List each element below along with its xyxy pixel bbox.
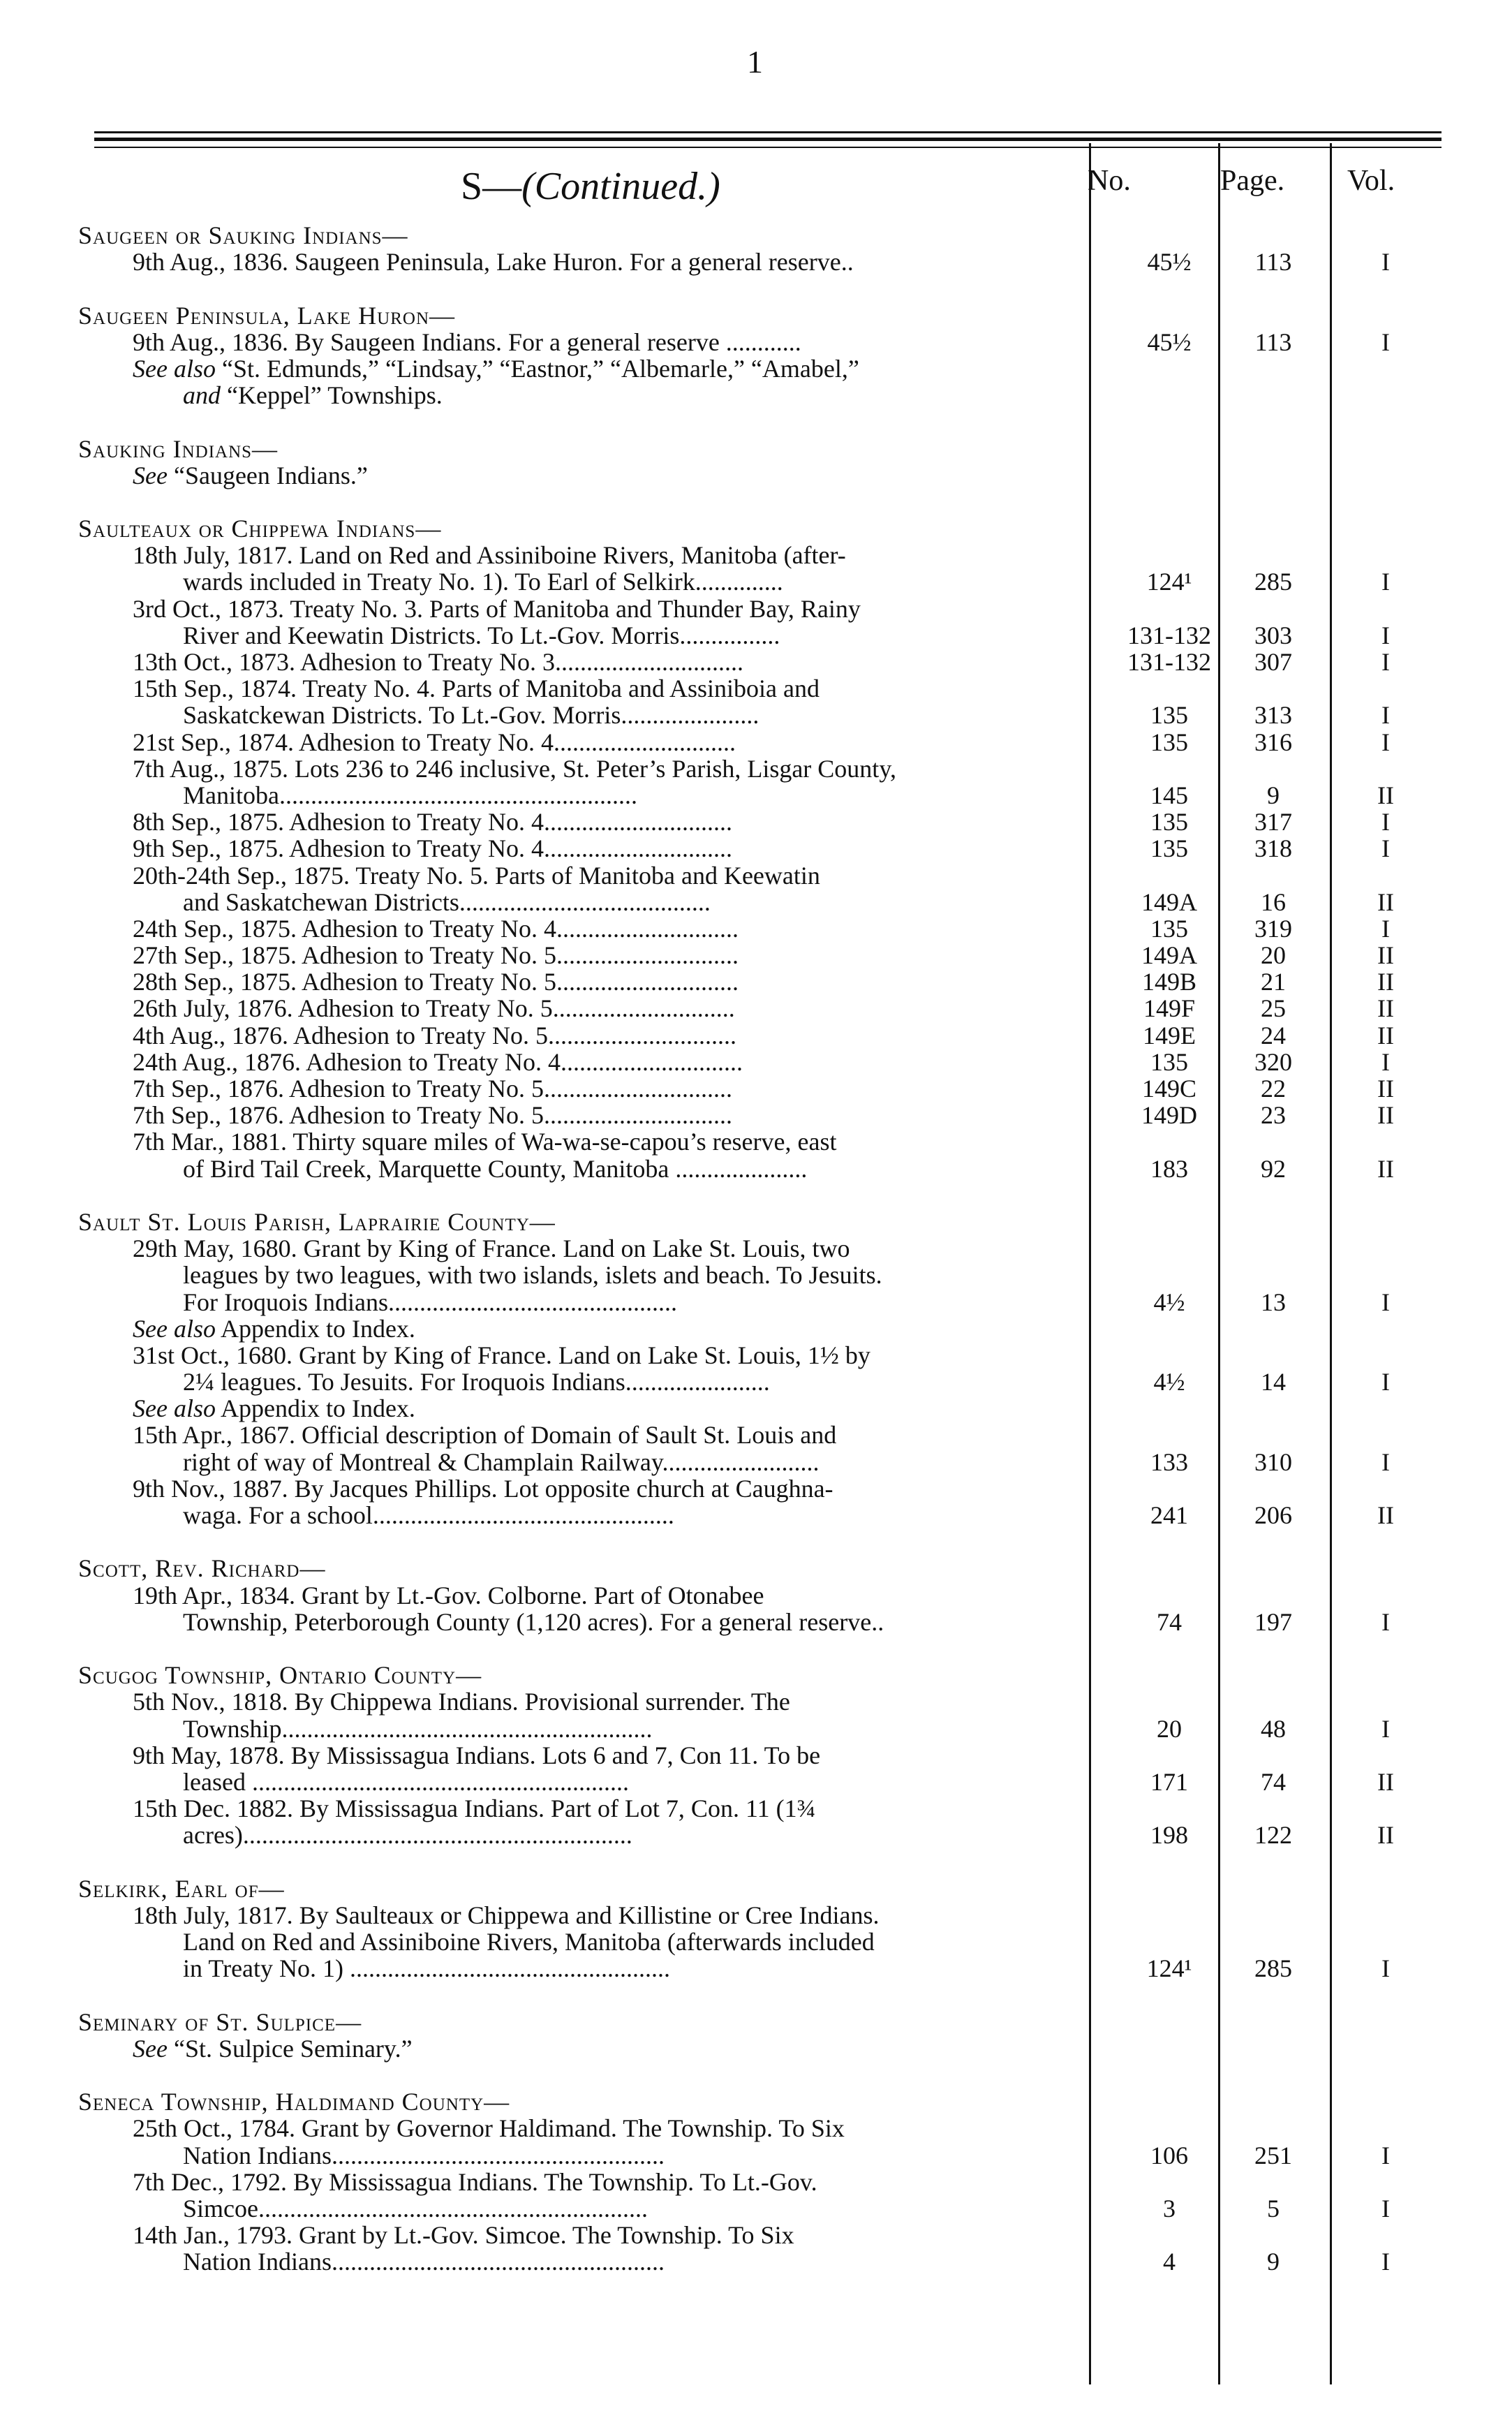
- entry-text: in Treaty No. 1) ...................................................: [183, 1954, 671, 1983]
- entry-text: and Saskatchewan Districts........................................: [183, 887, 711, 916]
- entry-page: 21: [1261, 968, 1286, 996]
- entry-text: 18th July, 1817. By Saulteaux or Chippewa and Killistine or Cree Indians.: [133, 1901, 880, 1929]
- entry-text: 9th Aug., 1836. Saugeen Peninsula, Lake Huron. For a general reserve..: [133, 248, 854, 277]
- entry-text: Township, Peterborough County (1,120 acres). For a general reserve..: [183, 1607, 884, 1636]
- see-target: “St. Sulpice Seminary.”: [167, 2034, 413, 2063]
- top-rule-thin: [94, 131, 1441, 133]
- entry-line: [0, 729, 1512, 755]
- heading-text: Saulteaux or Chippewa Indians—: [78, 515, 442, 543]
- entry-no: 131-132: [1127, 648, 1211, 676]
- entry-continuation: [0, 889, 1512, 915]
- see-target: Appendix to Index.: [215, 1314, 415, 1343]
- entry-page: 9: [1267, 2248, 1280, 2276]
- entry-continuation: [0, 1929, 1512, 1955]
- entry-text: 2¼ leagues. To Jesuits. For Iroquois Indians.......................: [183, 1368, 770, 1396]
- entry-page: 5: [1267, 2194, 1280, 2222]
- entry-text: 15th Apr., 1867. Official description of Domain of Sault St. Louis and: [133, 1421, 837, 1450]
- section-continued: (Continued.): [521, 165, 720, 208]
- entry-vol: II: [1377, 1501, 1394, 1529]
- entry-vol: II: [1377, 1075, 1394, 1103]
- entry-line: [0, 809, 1512, 835]
- entry-text: 26th July, 1876. Adhesion to Treaty No. 5.............................: [133, 994, 735, 1023]
- see-also-line: [0, 1395, 1512, 1422]
- entry-text: Simcoe..............................................................: [183, 2194, 648, 2222]
- see-target: “Saugeen Indians.”: [167, 461, 368, 489]
- entry-text: 24th Aug., 1876. Adhesion to Treaty No. 4.............................: [133, 1047, 743, 1076]
- entry-continuation: [0, 1369, 1512, 1395]
- entry-no: 106: [1150, 2141, 1188, 2169]
- entry-text: For Iroquois Indians..............................................: [183, 1288, 677, 1316]
- entry-continuation: [0, 2195, 1512, 2222]
- entry-page: 319: [1254, 914, 1292, 943]
- entry-spacer: [0, 1528, 1512, 1555]
- entry-line: [0, 542, 1512, 568]
- entry-line: [0, 1582, 1512, 1609]
- entry-page: 13: [1261, 1288, 1286, 1316]
- see-reference: [133, 2035, 413, 2062]
- entry-continuation: [0, 622, 1512, 649]
- see-label: See: [133, 461, 168, 489]
- entry-no: 45½: [1147, 327, 1192, 356]
- entry-line: [0, 329, 1512, 355]
- entry-vol: II: [1377, 1154, 1394, 1183]
- entry-page: 197: [1254, 1607, 1292, 1636]
- entry-line: [0, 1022, 1512, 1049]
- see-reference: [183, 382, 443, 408]
- entry-continuation: [0, 1449, 1512, 1475]
- entry-vol: I: [1381, 914, 1390, 943]
- entry-vol: II: [1377, 1021, 1394, 1049]
- entry-continuation: [0, 1289, 1512, 1315]
- entry-continuation: [0, 1156, 1512, 1182]
- entry-line: [0, 2222, 1512, 2248]
- entry-no: 4: [1163, 2248, 1176, 2276]
- see-target: “Keppel” Townships.: [221, 381, 443, 410]
- heading-text: Sauking Indians—: [78, 434, 279, 463]
- see-also-line: [0, 1315, 1512, 1342]
- entry-line: [0, 1235, 1512, 1262]
- entry-text: Nation Indians.....................................................: [183, 2248, 665, 2276]
- entry-line: [0, 915, 1512, 942]
- entry-continuation: [0, 702, 1512, 728]
- entry-no: 171: [1150, 1767, 1188, 1796]
- see-label: See: [133, 2034, 168, 2063]
- entry-vol: II: [1377, 781, 1394, 809]
- entry-spacer: [0, 489, 1512, 515]
- entry-vol: II: [1377, 968, 1394, 996]
- entry-continuation: [0, 568, 1512, 595]
- entry-line: [0, 1688, 1512, 1715]
- entry-text: 18th July, 1817. Land on Red and Assiniboine Rivers, Manitoba (after-: [133, 541, 846, 570]
- entry-spacer: [0, 1848, 1512, 1875]
- entry-no: 149F: [1143, 994, 1196, 1023]
- entry-line: [0, 1742, 1512, 1769]
- entry-text: 7th Aug., 1875. Lots 236 to 246 inclusive, St. Peter’s Parish, Lisgar County,: [133, 754, 896, 783]
- entry-no: 45½: [1147, 248, 1192, 277]
- entry-page: 25: [1261, 994, 1286, 1023]
- entry-vol: I: [1381, 2248, 1390, 2276]
- entry-page: 113: [1254, 327, 1292, 356]
- entry-vol: I: [1381, 648, 1390, 676]
- entry-page: 22: [1261, 1075, 1286, 1103]
- entry-line: [0, 862, 1512, 889]
- entry-page: 285: [1254, 568, 1292, 596]
- heading-text: Saugeen or Sauking Indians—: [78, 221, 408, 249]
- column-header-no: No.: [1088, 165, 1131, 197]
- entry-no: 198: [1150, 1821, 1188, 1850]
- entry-line: [0, 649, 1512, 675]
- see-label: See also: [133, 354, 216, 383]
- entry-no: 20: [1157, 1714, 1182, 1743]
- entry-no: 183: [1150, 1154, 1188, 1183]
- entry-no: 135: [1150, 834, 1188, 863]
- entry-line: [0, 1049, 1512, 1075]
- entry-heading: [0, 222, 1512, 249]
- see-also-line: [0, 355, 1512, 382]
- entry-page: 303: [1254, 621, 1292, 649]
- entry-text: Saskatckewan Districts. To Lt.-Gov. Morris......................: [183, 701, 759, 730]
- entry-text: 7th Sep., 1876. Adhesion to Treaty No. 5..............................: [133, 1075, 733, 1103]
- entry-page: 20: [1261, 941, 1286, 970]
- entry-text: 24th Sep., 1875. Adhesion to Treaty No. 4.............................: [133, 914, 739, 943]
- entry-text: 15th Dec. 1882. By Mississagua Indians. Part of Lot 7, Con. 11 (1¾: [133, 1794, 816, 1823]
- entry-vol: I: [1381, 701, 1390, 730]
- entry-line: [0, 1475, 1512, 1502]
- heading-text: Scott, Rev. Richard—: [78, 1554, 326, 1583]
- entry-vol: I: [1381, 1368, 1390, 1396]
- entry-heading: [0, 436, 1512, 462]
- entry-line: [0, 1902, 1512, 1929]
- entry-page: 285: [1254, 1954, 1292, 1983]
- section-heading: [461, 164, 720, 209]
- entry-no: 241: [1150, 1501, 1188, 1529]
- entry-no: 124¹: [1146, 1954, 1192, 1983]
- entry-line: [0, 1342, 1512, 1369]
- entry-line: [0, 1795, 1512, 1822]
- entry-no: 149E: [1143, 1021, 1196, 1049]
- entry-text: leagues by two leagues, with two islands, islets and beach. To Jesuits.: [183, 1261, 882, 1290]
- index-entries: [0, 222, 1512, 2275]
- entry-text: Nation Indians.....................................................: [183, 2141, 665, 2169]
- entry-heading: [0, 2009, 1512, 2035]
- entry-no: 149A: [1141, 887, 1197, 916]
- entry-page: 23: [1261, 1101, 1286, 1130]
- entry-text: right of way of Montreal & Champlain Railway.........................: [183, 1447, 820, 1476]
- entry-line: [0, 995, 1512, 1022]
- column-header-vol: Vol.: [1347, 165, 1395, 197]
- entry-text: 3rd Oct., 1873. Treaty No. 3. Parts of Manitoba and Thunder Bay, Rainy: [133, 594, 861, 623]
- entry-text: 28th Sep., 1875. Adhesion to Treaty No. 5.............................: [133, 968, 739, 996]
- entry-line: [0, 675, 1512, 702]
- entry-spacer: [0, 1182, 1512, 1209]
- entry-text: 9th Sep., 1875. Adhesion to Treaty No. 4..............................: [133, 834, 733, 863]
- entry-continuation: [0, 1609, 1512, 1635]
- entry-heading: [0, 302, 1512, 329]
- entry-vol: I: [1381, 327, 1390, 356]
- see-label: See also: [133, 1394, 216, 1423]
- entry-vol: II: [1377, 1821, 1394, 1850]
- entry-spacer: [0, 408, 1512, 435]
- entry-text: of Bird Tail Creek, Marquette County, Manitoba .....................: [183, 1154, 808, 1183]
- entry-vol: I: [1381, 621, 1390, 649]
- entry-page: 317: [1254, 808, 1292, 836]
- entry-text: 4th Aug., 1876. Adhesion to Treaty No. 5..............................: [133, 1021, 737, 1049]
- entry-no: 133: [1150, 1447, 1188, 1476]
- entry-line: [0, 968, 1512, 995]
- entry-page: 122: [1254, 1821, 1292, 1850]
- entry-spacer: [0, 1982, 1512, 2008]
- entry-continuation: [0, 1716, 1512, 1742]
- column-header-page: Page.: [1220, 165, 1285, 197]
- entry-text: 14th Jan., 1793. Grant by Lt.-Gov. Simcoe. The Township. To Six: [133, 2221, 794, 2250]
- entry-continuation: [0, 2142, 1512, 2169]
- entry-page: 92: [1261, 1154, 1286, 1183]
- entry-text: 7th Sep., 1876. Adhesion to Treaty No. 5..............................: [133, 1101, 733, 1130]
- entry-page: 16: [1261, 887, 1286, 916]
- entry-text: 8th Sep., 1875. Adhesion to Treaty No. 4..............................: [133, 808, 733, 836]
- entry-page: 9: [1267, 781, 1280, 809]
- entry-text: 13th Oct., 1873. Adhesion to Treaty No. 3..............................: [133, 648, 744, 676]
- entry-no: 3: [1163, 2194, 1176, 2222]
- see-label: and: [183, 381, 221, 410]
- entry-continuation: [0, 2248, 1512, 2275]
- entry-vol: I: [1381, 248, 1390, 277]
- entry-text: 29th May, 1680. Grant by King of France. Land on Lake St. Louis, two: [133, 1234, 850, 1263]
- entry-line: [0, 249, 1512, 275]
- entry-no: 149A: [1141, 941, 1197, 970]
- entry-vol: I: [1381, 808, 1390, 836]
- see-also-line: [0, 2035, 1512, 2062]
- entry-text: leased ............................................................: [183, 1767, 629, 1796]
- entry-line: [0, 755, 1512, 782]
- heading-text: Scugog Township, Ontario County—: [78, 1661, 482, 1690]
- entry-no: 135: [1150, 1047, 1188, 1076]
- see-label: See also: [133, 1314, 216, 1343]
- page-folio: 1: [747, 44, 763, 80]
- entry-continuation: [0, 1955, 1512, 1982]
- entry-no: 149B: [1141, 968, 1196, 996]
- heading-text: Selkirk, Earl of—: [78, 1874, 285, 1903]
- entry-text: acres)..............................................................: [183, 1821, 632, 1850]
- top-rule-lower: [94, 147, 1441, 148]
- entry-continuation: [0, 782, 1512, 809]
- entry-vol: I: [1381, 1447, 1390, 1476]
- see-reference: [133, 355, 859, 382]
- entry-spacer: [0, 275, 1512, 302]
- entry-page: 320: [1254, 1047, 1292, 1076]
- entry-line: [0, 2169, 1512, 2195]
- entry-vol: II: [1377, 994, 1394, 1023]
- entry-line: [0, 1422, 1512, 1448]
- entry-vol: II: [1377, 887, 1394, 916]
- entry-continuation: [0, 1822, 1512, 1848]
- entry-text: 5th Nov., 1818. By Chippewa Indians. Provisional surrender. The: [133, 1688, 790, 1716]
- entry-text: River and Keewatin Districts. To Lt.-Gov. Morris................: [183, 621, 780, 649]
- entry-line: [0, 1075, 1512, 1102]
- entry-text: Manitoba.........................................................: [183, 781, 637, 809]
- see-also-line: [0, 462, 1512, 489]
- entry-vol: I: [1381, 1607, 1390, 1636]
- section-letter: S—: [461, 165, 522, 208]
- entry-no: 135: [1150, 701, 1188, 730]
- entry-text: 7th Mar., 1881. Thirty square miles of Wa-wa-se-capou’s reserve, east: [133, 1128, 837, 1156]
- entry-spacer: [0, 1635, 1512, 1662]
- entry-vol: II: [1377, 941, 1394, 970]
- entry-no: 135: [1150, 728, 1188, 756]
- entry-text: 27th Sep., 1875. Adhesion to Treaty No. 5.............................: [133, 941, 739, 970]
- entry-vol: I: [1381, 1954, 1390, 1983]
- entry-vol: I: [1381, 1714, 1390, 1743]
- entry-continuation: [0, 1262, 1512, 1288]
- see-also-line: [0, 382, 1512, 408]
- entry-continuation: [0, 1769, 1512, 1795]
- see-reference: [133, 1395, 415, 1422]
- entry-no: 74: [1157, 1607, 1182, 1636]
- entry-text: 9th May, 1878. By Mississagua Indians. Lots 6 and 7, Con 11. To be: [133, 1741, 821, 1769]
- entry-heading: [0, 1555, 1512, 1581]
- entry-line: [0, 942, 1512, 968]
- entry-text: 15th Sep., 1874. Treaty No. 4. Parts of Manitoba and Assiniboia and: [133, 674, 820, 703]
- entry-page: 113: [1254, 248, 1292, 277]
- entry-page: 74: [1261, 1767, 1286, 1796]
- entry-heading: [0, 1209, 1512, 1235]
- entry-heading: [0, 515, 1512, 542]
- entry-page: 316: [1254, 728, 1292, 756]
- entry-text: 9th Nov., 1887. By Jacques Phillips. Lot opposite church at Caughna-: [133, 1474, 833, 1503]
- entry-no: 149D: [1141, 1101, 1197, 1130]
- entry-spacer: [0, 2062, 1512, 2088]
- entry-page: 318: [1254, 834, 1292, 863]
- entry-text: 9th Aug., 1836. By Saugeen Indians. For a general reserve ............: [133, 327, 801, 356]
- see-target: Appendix to Index.: [215, 1394, 415, 1423]
- entry-text: 25th Oct., 1784. Grant by Governor Haldimand. The Township. To Six: [133, 2114, 845, 2143]
- entry-line: [0, 2115, 1512, 2141]
- entry-no: 135: [1150, 808, 1188, 836]
- see-reference: [133, 462, 368, 489]
- entry-no: 149C: [1141, 1075, 1196, 1103]
- entry-no: 4½: [1153, 1368, 1185, 1396]
- entry-page: 307: [1254, 648, 1292, 676]
- see-target: “St. Edmunds,” “Lindsay,” “Eastnor,” “Albemarle,” “Amabel,”: [215, 354, 859, 383]
- entry-vol: I: [1381, 728, 1390, 756]
- entry-vol: II: [1377, 1101, 1394, 1130]
- heading-text: Seminary of St. Sulpice—: [78, 2007, 362, 2036]
- entry-text: Township...........................................................: [183, 1714, 653, 1743]
- entry-vol: II: [1377, 1767, 1394, 1796]
- entry-text: 19th Apr., 1834. Grant by Lt.-Gov. Colborne. Part of Otonabee: [133, 1581, 764, 1609]
- entry-text: wards included in Treaty No. 1). To Earl of Selkirk..............: [183, 568, 783, 596]
- heading-text: Saugeen Peninsula, Lake Huron—: [78, 301, 455, 330]
- entry-page: 206: [1254, 1501, 1292, 1529]
- entry-continuation: [0, 1502, 1512, 1528]
- entry-text: 21st Sep., 1874. Adhesion to Treaty No. 4.............................: [133, 728, 736, 756]
- entry-no: 145: [1150, 781, 1188, 809]
- entry-text: Land on Red and Assiniboine Rivers, Manitoba (afterwards included: [183, 1928, 875, 1956]
- see-reference: [133, 1315, 415, 1342]
- entry-heading: [0, 2088, 1512, 2115]
- entry-vol: I: [1381, 834, 1390, 863]
- heading-text: Seneca Township, Haldimand County—: [78, 2088, 510, 2116]
- entry-no: 131-132: [1127, 621, 1211, 649]
- entry-line: [0, 596, 1512, 622]
- entry-page: 251: [1254, 2141, 1292, 2169]
- entry-vol: I: [1381, 2194, 1390, 2222]
- entry-page: 48: [1261, 1714, 1286, 1743]
- entry-no: 124¹: [1146, 568, 1192, 596]
- top-rule-thick: [94, 138, 1441, 141]
- entry-vol: I: [1381, 1047, 1390, 1076]
- entry-vol: I: [1381, 2141, 1390, 2169]
- entry-heading: [0, 1875, 1512, 1902]
- entry-text: waga. For a school................................................: [183, 1501, 674, 1529]
- entry-line: [0, 1128, 1512, 1155]
- entry-text: 31st Oct., 1680. Grant by King of France. Land on Lake St. Louis, 1½ by: [133, 1341, 870, 1369]
- entry-page: 24: [1261, 1021, 1286, 1049]
- entry-page: 14: [1261, 1368, 1286, 1396]
- heading-text: Sault St. Louis Parish, Laprairie County—: [78, 1207, 556, 1236]
- entry-line: [0, 1102, 1512, 1128]
- entry-page: 310: [1254, 1447, 1292, 1476]
- entry-text: 20th-24th Sep., 1875. Treaty No. 5. Parts of Manitoba and Keewatin: [133, 861, 820, 890]
- entry-no: 4½: [1153, 1288, 1185, 1316]
- entry-text: 7th Dec., 1792. By Mississagua Indians. The Township. To Lt.-Gov.: [133, 2167, 817, 2196]
- entry-heading: [0, 1662, 1512, 1688]
- entry-vol: I: [1381, 568, 1390, 596]
- entry-no: 135: [1150, 914, 1188, 943]
- entry-line: [0, 835, 1512, 862]
- entry-vol: I: [1381, 1288, 1390, 1316]
- entry-page: 313: [1254, 701, 1292, 730]
